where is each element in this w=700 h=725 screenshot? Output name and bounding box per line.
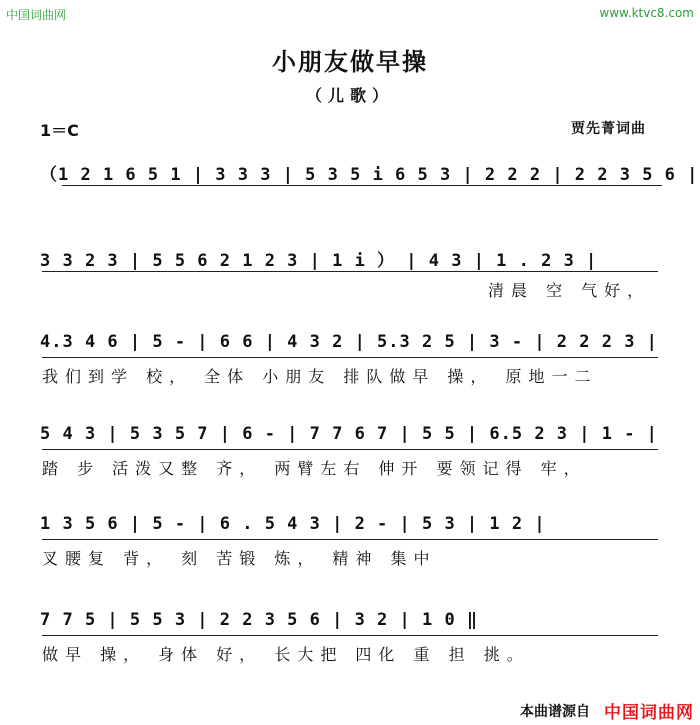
notation-line-2: 3 3 2 3 | 5 5 6 2 1 2 3 | 1 i ） | 4 3 | 1 . 2 3 |: [40, 251, 598, 271]
author-credit: 贾先菁词曲: [571, 121, 646, 137]
footer-source-text: 本曲谱源自: [520, 704, 590, 720]
watermark-site-url[interactable]: www.ktvc8.com: [599, 6, 694, 20]
notation-line-3: 4.3 4 6 | 5 - | 6 6 | 4 3 2 | 5.3 2 5 | 3 - | 2 2 2 3 |: [40, 332, 658, 352]
lyric-line-4: 叉腰复 背， 刻 苦锻 炼， 精神 集中: [42, 549, 437, 568]
song-title: 小朋友做早操: [272, 48, 428, 76]
beam-line: [62, 185, 662, 186]
song-subtitle: （儿歌）: [305, 86, 394, 105]
beam-line: [42, 539, 658, 540]
beam-line: [42, 635, 658, 636]
notation-line-6: 7 7 5 | 5 5 3 | 2 2 3 5 6 | 3 2 | 1 0 ‖: [40, 610, 479, 630]
notation-line-5: 1 3 5 6 | 5 - | 6 . 5 4 3 | 2 - | 5 3 | 1 2 |: [40, 514, 546, 534]
lyric-line-1: 清晨 空 气好，: [488, 281, 651, 300]
beam-line: [42, 449, 658, 450]
watermark-site-name: 中国词曲网: [6, 8, 67, 22]
lyric-line-3: 踏 步 活泼又整 齐， 两臂左右 伸开 要领记得 牢，: [42, 459, 587, 478]
key-signature: 1＝C: [40, 121, 79, 140]
footer-brand-link[interactable]: 中国词曲网: [604, 703, 694, 723]
lyric-line-2: 我们到学 校， 全体 小朋友 排队做早 操， 原地一二: [42, 367, 598, 386]
notation-line-1: （1 2 1 6 5 1 | 3 3 3 | 5 3 5 i 6 5 3 | 2 2 2 | 2 2 3 5 6 |: [40, 165, 699, 185]
lyric-line-5: 做早 操， 身体 好， 长大把 四化 重 担 挑。: [42, 645, 530, 664]
beam-line: [42, 357, 658, 358]
beam-line: [42, 271, 658, 272]
notation-line-4: 5 4 3 | 5 3 5 7 | 6 - | 7 7 6 7 | 5 5 | 6.5 2 3 | 1 - |: [40, 424, 658, 444]
